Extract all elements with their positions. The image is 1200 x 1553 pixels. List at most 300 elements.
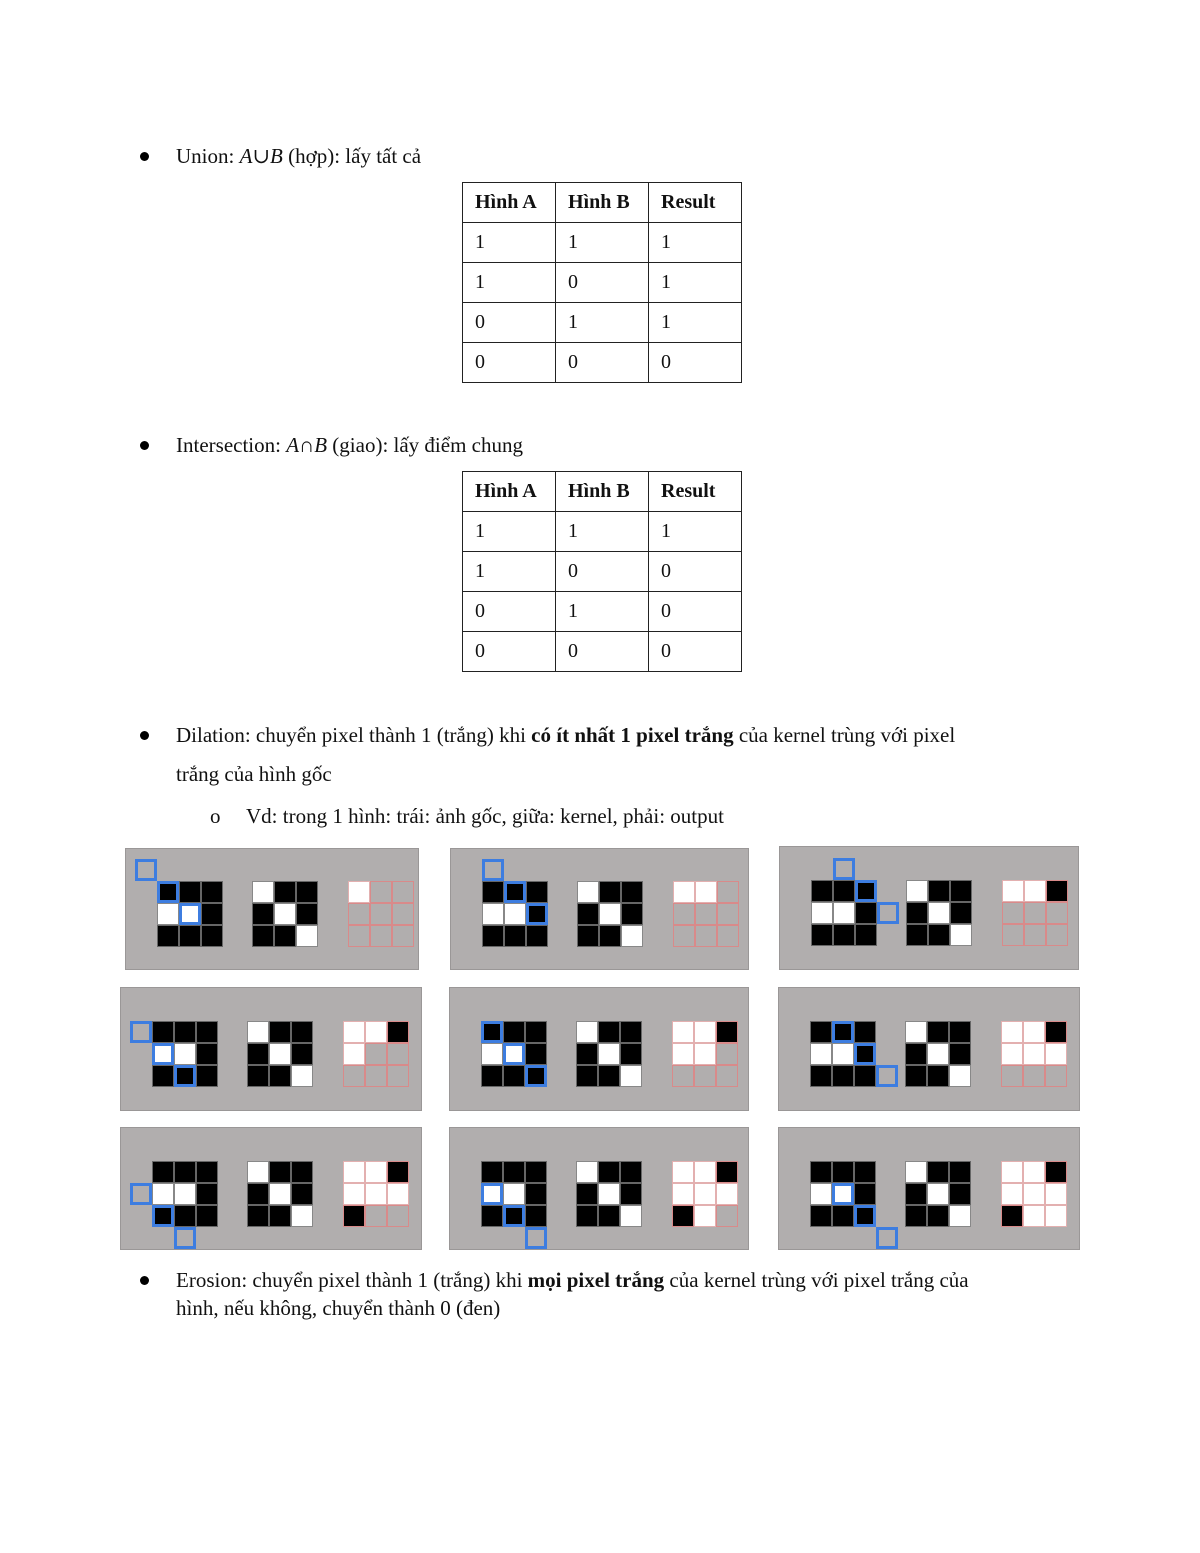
table-cell: 1 <box>463 223 556 263</box>
pixel-cell <box>196 1065 218 1087</box>
output-cell <box>1023 1161 1045 1183</box>
pixel-cell <box>811 924 833 946</box>
table-cell: 1 <box>463 512 556 552</box>
output-grid <box>1001 1161 1067 1227</box>
pixel-cell <box>179 881 201 903</box>
pixel-cell <box>504 903 526 925</box>
output-cell <box>1001 1065 1023 1087</box>
kernel-cell <box>620 1205 642 1227</box>
kernel-cell <box>291 1161 313 1183</box>
kernel-overlay-cell <box>179 903 201 925</box>
pixel-cell <box>833 924 855 946</box>
pixel-cell <box>482 881 504 903</box>
kernel-cell <box>252 903 274 925</box>
output-cell <box>694 1065 716 1087</box>
output-cell <box>1002 924 1024 946</box>
kernel-cell <box>621 881 643 903</box>
output-cell <box>387 1205 409 1227</box>
kernel-cell <box>950 902 972 924</box>
kernel-cell <box>252 881 274 903</box>
pixel-cell <box>196 1161 218 1183</box>
pixel-cell <box>810 1205 832 1227</box>
output-grid <box>343 1161 409 1227</box>
pixel-cell <box>854 1021 876 1043</box>
kernel-cell <box>599 925 621 947</box>
table-row <box>463 592 742 632</box>
output-cell <box>716 1043 738 1065</box>
pixel-cell <box>179 925 201 947</box>
output-cell <box>717 903 739 925</box>
table-cell: 1 <box>556 512 649 552</box>
pixel-cell <box>174 1043 196 1065</box>
output-cell <box>694 1021 716 1043</box>
pixel-cell <box>810 1065 832 1087</box>
output-cell <box>1023 1183 1045 1205</box>
bullet-icon <box>140 152 149 161</box>
dilation-bold: có ít nhất 1 pixel trắng <box>531 723 734 747</box>
kernel-overlay-cell <box>503 1205 525 1227</box>
pixel-cell <box>810 1183 832 1205</box>
table-row <box>463 552 742 592</box>
pixel-cell <box>503 1021 525 1043</box>
output-cell <box>1024 924 1046 946</box>
kernel-overlay-cell <box>482 859 504 881</box>
output-grid <box>672 1161 738 1227</box>
kernel-cell <box>949 1183 971 1205</box>
dilation-step-panel <box>779 846 1079 970</box>
table-cell: 1 <box>649 512 742 552</box>
output-cell <box>1046 902 1068 924</box>
kernel-cell <box>269 1161 291 1183</box>
pixel-cell <box>174 1205 196 1227</box>
kernel-cell <box>577 903 599 925</box>
table-cell: 0 <box>556 343 649 383</box>
output-cell <box>672 1183 694 1205</box>
dilation-step-panel <box>449 1127 749 1250</box>
dilation-step-panel <box>120 987 422 1111</box>
output-cell <box>716 1161 738 1183</box>
output-cell <box>365 1205 387 1227</box>
output-cell <box>365 1183 387 1205</box>
table-row <box>463 343 742 383</box>
table-cell: 1 <box>556 223 649 263</box>
pixel-cell <box>833 880 855 902</box>
table-cell: 0 <box>556 632 649 672</box>
kernel-cell <box>598 1065 620 1087</box>
pixel-cell <box>854 1161 876 1183</box>
output-cell <box>694 1161 716 1183</box>
header-cell: Hình A <box>463 183 556 223</box>
kernel-cell <box>599 881 621 903</box>
output-grid <box>348 881 414 947</box>
pixel-cell <box>174 1161 196 1183</box>
pixel-cell <box>525 1183 547 1205</box>
output-cell <box>1001 1205 1023 1227</box>
table-cell: 0 <box>463 592 556 632</box>
output-cell <box>717 925 739 947</box>
table-cell: 1 <box>463 552 556 592</box>
kernel-cell <box>621 903 643 925</box>
output-cell <box>1045 1043 1067 1065</box>
output-cell <box>343 1021 365 1043</box>
kernel-cell <box>247 1021 269 1043</box>
output-cell <box>348 903 370 925</box>
kernel-overlay-cell <box>854 1205 876 1227</box>
pixel-cell <box>525 1021 547 1043</box>
kernel-grid <box>905 1021 971 1087</box>
kernel-overlay-cell <box>152 1205 174 1227</box>
kernel-cell <box>576 1161 598 1183</box>
kernel-cell <box>269 1043 291 1065</box>
output-grid <box>673 881 739 947</box>
output-cell <box>1045 1205 1067 1227</box>
table-row <box>463 512 742 552</box>
kernel-cell <box>927 1021 949 1043</box>
kernel-grid <box>247 1021 313 1087</box>
output-cell <box>695 903 717 925</box>
output-cell <box>717 881 739 903</box>
pixel-cell <box>832 1065 854 1087</box>
output-cell <box>1023 1065 1045 1087</box>
kernel-cell <box>927 1065 949 1087</box>
output-cell <box>1002 880 1024 902</box>
output-cell <box>1045 1183 1067 1205</box>
intersection-text: Intersection: A∩B (giao): lấy điểm chung <box>176 433 523 457</box>
table-cell: 0 <box>649 632 742 672</box>
kernel-grid <box>576 1161 642 1227</box>
kernel-overlay-cell <box>481 1183 503 1205</box>
kernel-cell <box>949 1205 971 1227</box>
kernel-grid <box>577 881 643 947</box>
output-cell <box>1023 1205 1045 1227</box>
output-cell <box>716 1065 738 1087</box>
output-cell <box>716 1205 738 1227</box>
output-cell <box>370 903 392 925</box>
union-math: A∪B <box>239 144 283 168</box>
output-cell <box>1001 1183 1023 1205</box>
table-cell: 0 <box>556 263 649 303</box>
kernel-cell <box>576 1043 598 1065</box>
kernel-cell <box>274 881 296 903</box>
erosion-bold: mọi pixel trắng <box>527 1268 665 1292</box>
erosion-text: Erosion: chuyển pixel thành 1 (trắng) khi mọi pixel trắng của kernel trùng với pixel trắng của <box>176 1268 969 1292</box>
kernel-cell <box>576 1205 598 1227</box>
kernel-cell <box>598 1161 620 1183</box>
kernel-cell <box>906 880 928 902</box>
output-cell <box>348 881 370 903</box>
kernel-overlay-cell <box>876 1227 898 1249</box>
kernel-cell <box>291 1205 313 1227</box>
pixel-cell <box>196 1021 218 1043</box>
output-cell <box>672 1043 694 1065</box>
kernel-cell <box>620 1043 642 1065</box>
intersection-table <box>462 471 742 672</box>
pixel-cell <box>525 1205 547 1227</box>
table-cell: 0 <box>649 552 742 592</box>
pixel-cell <box>481 1065 503 1087</box>
pixel-cell <box>201 925 223 947</box>
kernel-cell <box>928 924 950 946</box>
output-cell <box>343 1161 365 1183</box>
pixel-cell <box>196 1183 218 1205</box>
table-header-row <box>463 183 742 223</box>
kernel-overlay-cell <box>876 1065 898 1087</box>
pixel-cell <box>526 881 548 903</box>
kernel-cell <box>905 1161 927 1183</box>
kernel-overlay-cell <box>135 859 157 881</box>
kernel-cell <box>621 925 643 947</box>
table-header-row <box>463 472 742 512</box>
dilation-text: Dilation: chuyển pixel thành 1 (trắng) khi có ít nhất 1 pixel trắng của kernel trùng với pixel <box>176 723 956 747</box>
table-cell: 1 <box>649 303 742 343</box>
pixel-cell <box>503 1161 525 1183</box>
dilation-step-panel <box>125 848 419 970</box>
kernel-cell <box>577 881 599 903</box>
kernel-grid <box>905 1161 971 1227</box>
output-cell <box>387 1021 409 1043</box>
kernel-cell <box>247 1065 269 1087</box>
pixel-cell <box>832 1043 854 1065</box>
kernel-overlay-cell <box>877 902 899 924</box>
output-cell <box>348 925 370 947</box>
output-cell <box>387 1043 409 1065</box>
output-cell <box>1023 1043 1045 1065</box>
output-cell <box>716 1021 738 1043</box>
kernel-cell <box>905 1021 927 1043</box>
pixel-cell <box>811 902 833 924</box>
kernel-cell <box>269 1021 291 1043</box>
kernel-overlay-cell <box>833 858 855 880</box>
output-cell <box>387 1183 409 1205</box>
pixel-cell <box>481 1205 503 1227</box>
pixel-cell <box>152 1183 174 1205</box>
kernel-cell <box>949 1043 971 1065</box>
kernel-overlay-cell <box>504 881 526 903</box>
output-cell <box>1045 1065 1067 1087</box>
pixel-cell <box>481 1043 503 1065</box>
kernel-cell <box>576 1065 598 1087</box>
output-cell <box>392 903 414 925</box>
output-cell <box>365 1065 387 1087</box>
output-cell <box>343 1205 365 1227</box>
kernel-cell <box>927 1043 949 1065</box>
output-grid <box>343 1021 409 1087</box>
kernel-cell <box>906 902 928 924</box>
kernel-cell <box>905 1205 927 1227</box>
kernel-overlay-cell <box>174 1065 196 1087</box>
output-cell <box>694 1183 716 1205</box>
output-cell <box>672 1065 694 1087</box>
kernel-cell <box>598 1043 620 1065</box>
bullet-icon <box>140 731 149 740</box>
kernel-overlay-cell <box>525 1065 547 1087</box>
kernel-cell <box>296 925 318 947</box>
table-cell: 1 <box>556 592 649 632</box>
pixel-cell <box>157 903 179 925</box>
kernel-cell <box>247 1043 269 1065</box>
pixel-cell <box>152 1161 174 1183</box>
kernel-cell <box>291 1065 313 1087</box>
table-cell: 0 <box>649 343 742 383</box>
kernel-cell <box>598 1021 620 1043</box>
kernel-overlay-cell <box>855 880 877 902</box>
kernel-cell <box>949 1065 971 1087</box>
pixel-cell <box>832 1205 854 1227</box>
output-cell <box>392 925 414 947</box>
kernel-overlay-cell <box>526 903 548 925</box>
output-cell <box>1024 902 1046 924</box>
pixel-cell <box>157 925 179 947</box>
pixel-cell <box>810 1161 832 1183</box>
kernel-overlay-cell <box>503 1043 525 1065</box>
pixel-cell <box>152 1065 174 1087</box>
output-cell <box>1002 902 1024 924</box>
table-cell: 1 <box>556 303 649 343</box>
pixel-cell <box>482 903 504 925</box>
kernel-overlay-cell <box>130 1021 152 1043</box>
kernel-overlay-cell <box>832 1021 854 1043</box>
dilation-example-text: Vd: trong 1 hình: trái: ảnh gốc, giữa: kernel, phải: output <box>246 804 724 828</box>
output-cell <box>1046 924 1068 946</box>
kernel-cell <box>291 1183 313 1205</box>
kernel-cell <box>949 1161 971 1183</box>
header-cell: Hình B <box>556 183 649 223</box>
kernel-grid <box>252 881 318 947</box>
kernel-cell <box>598 1205 620 1227</box>
pixel-cell <box>525 1161 547 1183</box>
kernel-cell <box>620 1161 642 1183</box>
pixel-cell <box>503 1183 525 1205</box>
kernel-overlay-cell <box>130 1183 152 1205</box>
output-cell <box>672 1205 694 1227</box>
kernel-cell <box>269 1205 291 1227</box>
kernel-cell <box>906 924 928 946</box>
header-cell: Result <box>649 183 742 223</box>
kernel-overlay-cell <box>525 1227 547 1249</box>
pixel-cell <box>503 1065 525 1087</box>
kernel-cell <box>905 1043 927 1065</box>
kernel-cell <box>598 1183 620 1205</box>
output-cell <box>1023 1021 1045 1043</box>
output-cell <box>365 1043 387 1065</box>
kernel-cell <box>269 1065 291 1087</box>
dilation-step-panel <box>450 848 749 970</box>
pixel-cell <box>196 1043 218 1065</box>
output-cell <box>370 881 392 903</box>
pixel-cell <box>201 881 223 903</box>
pixel-cell <box>855 902 877 924</box>
output-cell <box>694 1205 716 1227</box>
kernel-cell <box>620 1021 642 1043</box>
table-cell: 0 <box>463 343 556 383</box>
output-cell <box>673 925 695 947</box>
kernel-overlay-cell <box>481 1021 503 1043</box>
kernel-cell <box>247 1205 269 1227</box>
table-row <box>463 263 742 303</box>
output-cell <box>673 903 695 925</box>
output-cell <box>695 925 717 947</box>
dilation-step-panel <box>778 987 1080 1111</box>
kernel-cell <box>296 881 318 903</box>
pixel-cell <box>152 1021 174 1043</box>
kernel-cell <box>247 1161 269 1183</box>
output-cell <box>1045 1021 1067 1043</box>
pixel-cell <box>174 1183 196 1205</box>
output-cell <box>1046 880 1068 902</box>
kernel-cell <box>291 1021 313 1043</box>
kernel-overlay-cell <box>832 1183 854 1205</box>
output-cell <box>1001 1021 1023 1043</box>
kernel-cell <box>576 1183 598 1205</box>
output-cell <box>1001 1161 1023 1183</box>
kernel-cell <box>291 1043 313 1065</box>
dilation-step-panel <box>449 987 749 1111</box>
pixel-cell <box>811 880 833 902</box>
output-cell <box>673 881 695 903</box>
table-row <box>463 223 742 263</box>
kernel-cell <box>620 1065 642 1087</box>
output-cell <box>343 1043 365 1065</box>
pixel-cell <box>201 903 223 925</box>
output-cell <box>672 1021 694 1043</box>
table-cell: 1 <box>463 263 556 303</box>
pixel-cell <box>525 1043 547 1065</box>
output-cell <box>392 881 414 903</box>
sub-bullet-marker: o <box>210 804 221 828</box>
kernel-cell <box>927 1161 949 1183</box>
kernel-cell <box>928 902 950 924</box>
header-cell: Hình B <box>556 472 649 512</box>
kernel-overlay-cell <box>854 1043 876 1065</box>
output-cell <box>1001 1043 1023 1065</box>
output-grid <box>672 1021 738 1087</box>
kernel-cell <box>950 880 972 902</box>
dilation-step-panel <box>120 1127 422 1250</box>
pixel-cell <box>810 1021 832 1043</box>
kernel-grid <box>247 1161 313 1227</box>
kernel-cell <box>949 1021 971 1043</box>
union-text: Union: A∪B (hợp): lấy tất cả <box>176 144 422 168</box>
bullet-icon <box>140 441 149 450</box>
kernel-cell <box>905 1065 927 1087</box>
kernel-grid <box>576 1021 642 1087</box>
kernel-grid <box>906 880 972 946</box>
pixel-cell <box>810 1043 832 1065</box>
output-cell <box>1024 880 1046 902</box>
table-row <box>463 303 742 343</box>
kernel-cell <box>274 925 296 947</box>
pixel-cell <box>855 924 877 946</box>
header-cell: Result <box>649 472 742 512</box>
table-cell: 0 <box>463 632 556 672</box>
pixel-cell <box>482 925 504 947</box>
kernel-cell <box>296 903 318 925</box>
pixel-cell <box>854 1183 876 1205</box>
table-cell: 0 <box>649 592 742 632</box>
kernel-overlay-cell <box>152 1043 174 1065</box>
pixel-cell <box>196 1205 218 1227</box>
table-cell: 1 <box>649 223 742 263</box>
kernel-cell <box>928 880 950 902</box>
kernel-cell <box>950 924 972 946</box>
output-cell <box>365 1161 387 1183</box>
kernel-cell <box>269 1183 291 1205</box>
kernel-overlay-cell <box>174 1227 196 1249</box>
output-grid <box>1001 1021 1067 1087</box>
output-cell <box>387 1065 409 1087</box>
kernel-cell <box>577 925 599 947</box>
header-cell: Hình A <box>463 472 556 512</box>
